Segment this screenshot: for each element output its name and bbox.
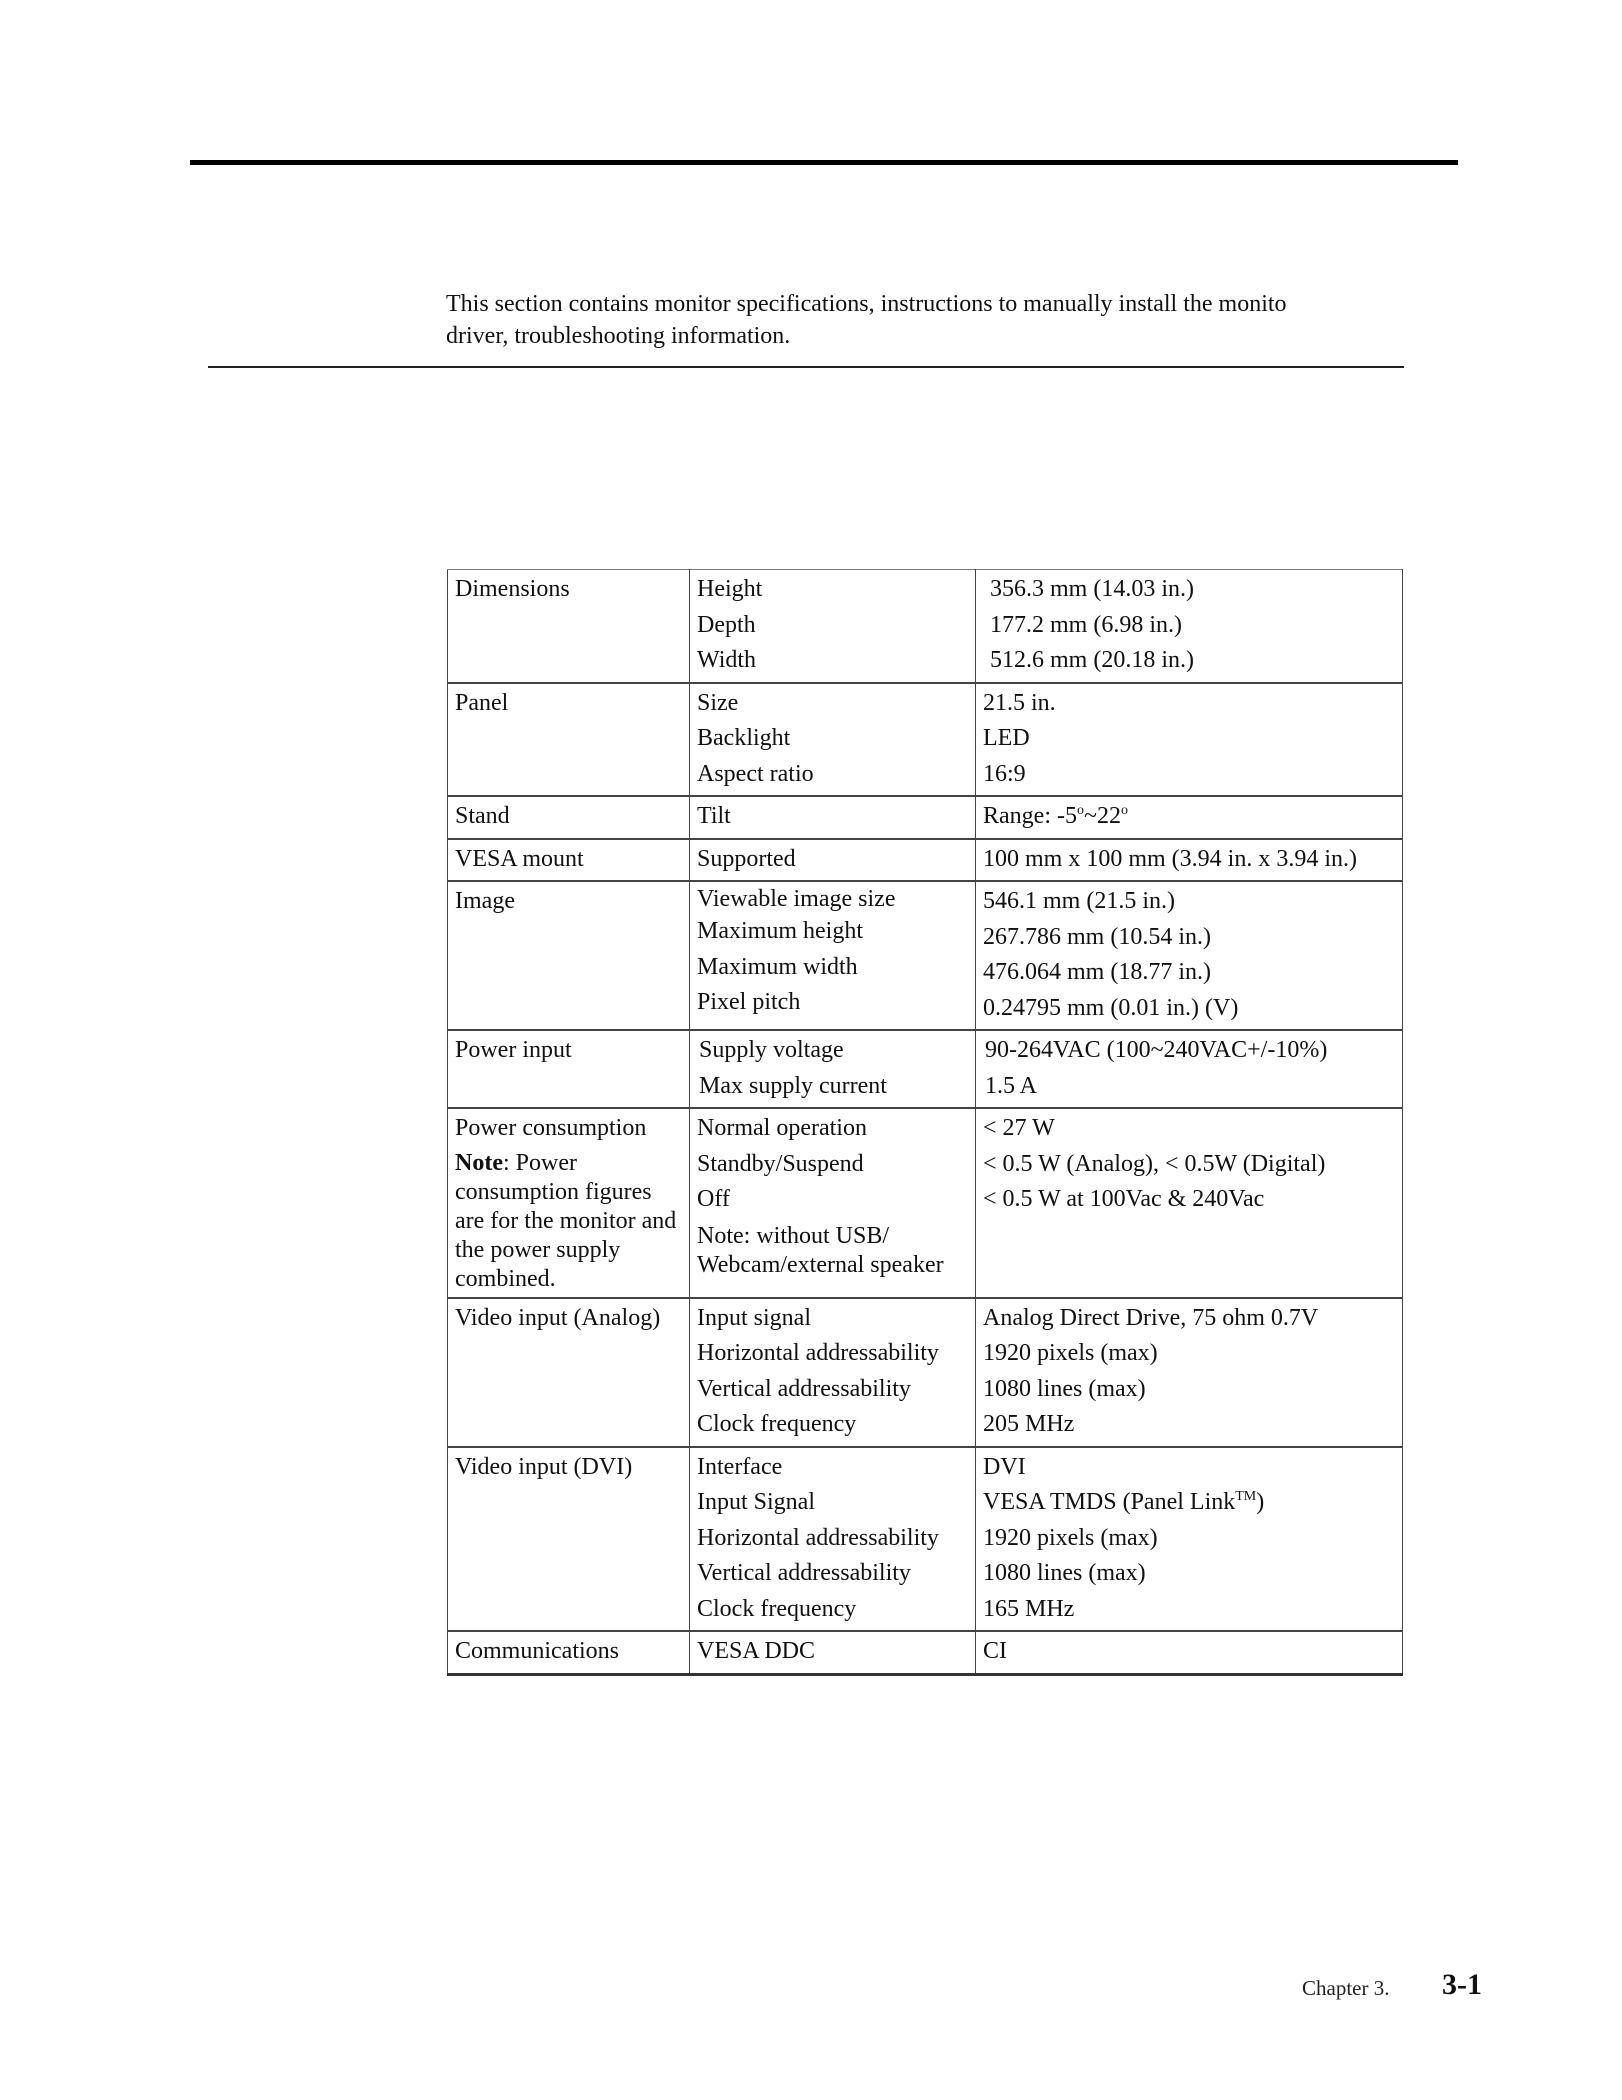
- row-category: Dimensions: [448, 570, 690, 683]
- row-category: [448, 1108, 690, 1298]
- table-row: [448, 1030, 1403, 1108]
- row-category: VESA mount: [448, 839, 690, 882]
- item-label: Standby/Suspend: [697, 1150, 864, 1177]
- item-label: Normal operation: [697, 1115, 867, 1141]
- item-label: Clock frequency: [697, 1411, 857, 1437]
- item-label: Horizontal addressability: [697, 1340, 939, 1366]
- item-value: 476.064 mm (18.77 in.): [983, 959, 1211, 985]
- item-label: Backlight: [697, 725, 791, 751]
- item-value: 267.786 mm (10.54 in.): [983, 923, 1211, 950]
- item-label: Viewable image size: [697, 886, 896, 912]
- item-label: Input signal: [697, 1304, 811, 1331]
- item-label: Horizontal addressability: [697, 1524, 939, 1551]
- row-items: [690, 881, 976, 1030]
- table-row: [448, 683, 1403, 797]
- item-value: 1920 pixels (max): [983, 1340, 1158, 1366]
- item-value: 16:9: [983, 760, 1026, 787]
- row-values: [976, 1447, 1403, 1632]
- item-label: Input Signal: [697, 1489, 815, 1515]
- item-label: Size: [697, 689, 739, 716]
- table-row: [448, 881, 1403, 1030]
- row-items: [690, 1030, 976, 1108]
- item-label: Supported: [697, 845, 796, 872]
- note-text: : Power consumption figures are for the monitor and the power supply combined.: [455, 1149, 677, 1292]
- row-values: [976, 1030, 1403, 1108]
- row-category: Video input (Analog): [448, 1298, 690, 1447]
- trademark-mark: TM: [1235, 1489, 1257, 1504]
- item-label: Width: [697, 647, 757, 673]
- row-category: Communications: [448, 1631, 690, 1674]
- footer-chapter: Chapter 3.: [1302, 1976, 1390, 2000]
- item-value: 177.2 mm (6.98 in.): [990, 611, 1182, 638]
- degree-mark: o: [1120, 803, 1128, 818]
- item-value: 100 mm x 100 mm (3.94 in. x 3.94 in.): [983, 845, 1357, 872]
- row-category: Video input (DVI): [448, 1447, 690, 1632]
- row-values: [976, 796, 1403, 839]
- intro-line-2: driver, troubleshooting information.: [446, 323, 791, 349]
- item-label: Depth: [697, 611, 756, 638]
- item-value: CI: [983, 1638, 1007, 1664]
- item-value: 0.24795 mm (0.01 in.) (V): [983, 994, 1239, 1021]
- item-label: Tilt: [697, 803, 731, 829]
- panel-link-close: ): [1256, 1489, 1265, 1515]
- table-row: [448, 796, 1403, 839]
- table-row: [448, 1447, 1403, 1632]
- spec-table: [447, 569, 1403, 1676]
- row-items: [690, 1447, 976, 1632]
- page-number: 3-1: [1442, 1968, 1482, 2001]
- table-row: [448, 1108, 1403, 1298]
- table-row: [448, 1298, 1403, 1447]
- item-value: 1080 lines (max): [983, 1375, 1146, 1402]
- row-items: [690, 1108, 976, 1298]
- row-values: [976, 1108, 1403, 1298]
- item-value: 90-264VAC (100~240VAC+/-10%): [985, 1037, 1328, 1063]
- row-values: [976, 570, 1403, 683]
- item-value: < 27 W: [983, 1115, 1055, 1141]
- table-row: [448, 570, 1403, 683]
- row-items: [690, 570, 976, 683]
- row-values: [976, 881, 1403, 1030]
- row-category: Power input: [448, 1030, 690, 1108]
- row-items: [690, 796, 976, 839]
- row-items: [690, 683, 976, 797]
- item-value: DVI: [983, 1453, 1026, 1480]
- tilt-range-upper: ~22: [1083, 803, 1121, 829]
- item-value: 1.5 A: [985, 1072, 1038, 1099]
- item-value: < 0.5 W at 100Vac & 240Vac: [983, 1186, 1265, 1212]
- category-label: Power consumption: [455, 1115, 647, 1141]
- row-values: [976, 1298, 1403, 1447]
- item-label: Max supply current: [699, 1072, 887, 1099]
- item-value: LED: [983, 725, 1030, 751]
- row-items: [690, 1631, 976, 1674]
- item-value: 512.6 mm (20.18 in.): [990, 647, 1194, 673]
- item-label: Vertical addressability: [697, 1560, 911, 1586]
- item-value: 205 MHz: [983, 1411, 1075, 1437]
- table-row: [448, 1631, 1403, 1674]
- row-category: Stand: [448, 796, 690, 839]
- item-label: Clock frequency: [697, 1595, 857, 1622]
- item-label: Pixel pitch: [697, 989, 801, 1015]
- intro-paragraph: [446, 288, 1396, 352]
- item-value: < 0.5 W (Analog), < 0.5W (Digital): [983, 1150, 1326, 1177]
- power-note: [455, 1147, 683, 1294]
- tilt-range-prefix: Range: -5: [983, 803, 1077, 829]
- item-value: Analog Direct Drive, 75 ohm 0.7V: [983, 1304, 1319, 1331]
- note-label: Note: [455, 1149, 503, 1176]
- row-values: [976, 683, 1403, 797]
- row-values: [976, 839, 1403, 882]
- item-label: Vertical addressability: [697, 1375, 911, 1402]
- row-category: Panel: [448, 683, 690, 797]
- item-value: 1080 lines (max): [983, 1560, 1146, 1586]
- top-rule: [190, 160, 1458, 165]
- intro-line-1: This section contains monitor specifications, instructions to manually install the monito: [446, 291, 1287, 317]
- intro-rule: [208, 366, 1404, 368]
- item-value: 1920 pixels (max): [983, 1524, 1158, 1551]
- row-values: [976, 1631, 1403, 1674]
- item-label: Maximum height: [697, 918, 863, 944]
- row-items: [690, 1298, 976, 1447]
- degree-mark: o: [1076, 803, 1084, 818]
- row-category: Image: [448, 881, 690, 1030]
- item-value: 356.3 mm (14.03 in.): [990, 576, 1194, 602]
- item-value: 165 MHz: [983, 1595, 1075, 1622]
- row-items: [690, 839, 976, 882]
- item-label: VESA DDC: [697, 1638, 816, 1664]
- panel-link-text: VESA TMDS (Panel Link: [983, 1489, 1236, 1515]
- item-label: Height: [697, 576, 763, 602]
- item-value: [983, 799, 1396, 835]
- table-row: [448, 839, 1403, 882]
- item-value: 546.1 mm (21.5 in.): [983, 888, 1175, 914]
- item-label: Supply voltage: [699, 1037, 844, 1063]
- item-value: 21.5 in.: [983, 689, 1056, 716]
- item-label: Off: [697, 1186, 730, 1212]
- usb-note: Note: without USB/ Webcam/external speaker: [697, 1222, 944, 1278]
- item-label: Aspect ratio: [697, 760, 814, 787]
- item-value: [983, 1485, 1396, 1521]
- item-label: Interface: [697, 1453, 783, 1480]
- item-label: Maximum width: [697, 953, 858, 980]
